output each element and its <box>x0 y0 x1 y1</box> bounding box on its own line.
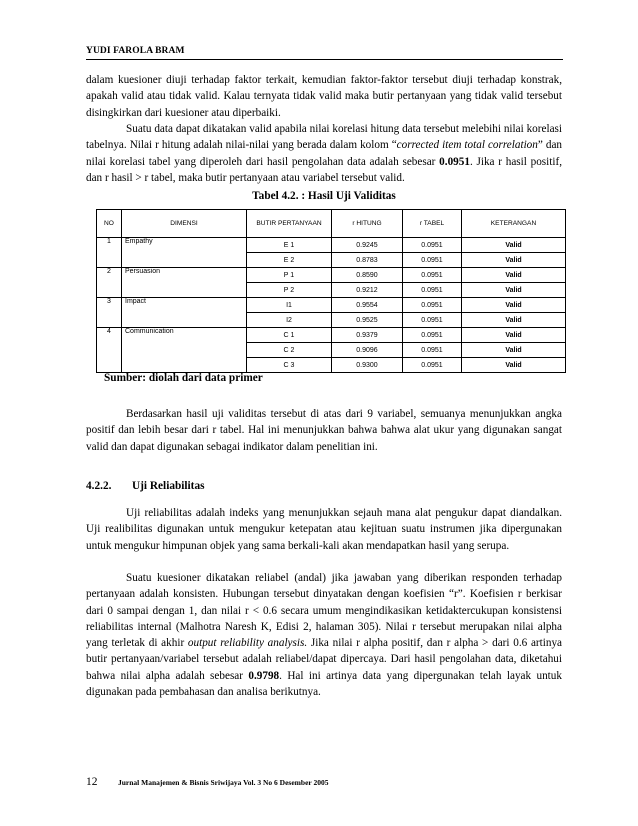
cell-butir: E 1 <box>247 238 332 253</box>
cell-butir: E 2 <box>247 253 332 268</box>
section-heading <box>86 480 205 492</box>
cell-keterangan: Valid <box>462 313 566 328</box>
cell-r-hitung: 0.9525 <box>332 313 403 328</box>
cell-r-tabel: 0.0951 <box>403 268 462 283</box>
col-no: NO <box>97 210 122 238</box>
cell-r-hitung: 0.9554 <box>332 298 403 313</box>
cell-no: 4 <box>97 328 122 373</box>
table-header-row <box>97 210 566 238</box>
cell-r-hitung: 0.9212 <box>332 283 403 298</box>
table-caption: Tabel 4.2. : Hasil Uji Validitas <box>252 190 396 202</box>
cell-r-tabel: 0.0951 <box>403 358 462 373</box>
header-rule <box>86 59 563 60</box>
validity-table <box>96 209 566 373</box>
table-row <box>97 238 566 253</box>
cell-r-hitung: 0.9245 <box>332 238 403 253</box>
cell-r-tabel: 0.0951 <box>403 328 462 343</box>
cell-butir: I2 <box>247 313 332 328</box>
cell-no: 3 <box>97 298 122 328</box>
cell-no: 2 <box>97 268 122 298</box>
cell-butir: P 1 <box>247 268 332 283</box>
cell-butir: P 2 <box>247 283 332 298</box>
cell-r-tabel: 0.0951 <box>403 283 462 298</box>
section-number: 4.2.2. <box>86 480 112 492</box>
cell-r-tabel: 0.0951 <box>403 238 462 253</box>
col-keterangan: KETERANGAN <box>462 210 566 238</box>
page-footer <box>86 776 329 788</box>
cell-r-tabel: 0.0951 <box>403 343 462 358</box>
cell-r-hitung: 0.8590 <box>332 268 403 283</box>
page-number: 12 <box>86 776 98 788</box>
section-title: Uji Reliabilitas <box>132 480 205 492</box>
table-row <box>97 298 566 313</box>
cell-butir: C 2 <box>247 343 332 358</box>
cell-dimensi: Impact <box>122 298 247 328</box>
cell-butir: C 3 <box>247 358 332 373</box>
cell-r-hitung: 0.8783 <box>332 253 403 268</box>
cell-r-hitung: 0.9379 <box>332 328 403 343</box>
cell-r-tabel: 0.0951 <box>403 298 462 313</box>
cell-butir: C 1 <box>247 328 332 343</box>
cell-no: 1 <box>97 238 122 268</box>
paragraph-1: dalam kuesioner diuji terhadap faktor terkait, kemudian faktor-faktor tersebut diuji terhadap konstrak, apakah valid atau tidak valid. Kalau ternyata tidak valid maka butir pertanyaan yang tidak valid tersebut disingkirkan dari kuesioner atau diperbaiki. <box>86 74 562 119</box>
cell-keterangan: Valid <box>462 298 566 313</box>
table-row <box>97 268 566 283</box>
cell-keterangan: Valid <box>462 328 566 343</box>
cell-r-hitung: 0.9096 <box>332 343 403 358</box>
paragraph-5: Suatu kuesioner dikatakan reliabel (andal) jika jawaban yang diberikan responden terhadap pertanyaan adalah konsisten. Hubungan tersebut dinyatakan dengan koefisien “r”. Koefisien r berkisar dari 0 sampai dengan 1, dan nilai r < 0.6 secara umum mengindikasikan ketidaktercukupan konsistensi reliabilitas internal (Malhotra Naresh K, Edisi 2, halaman 305). Nilai r tersebut merupakan nilai alpha yang terletak di akhir output reliability analysis. Jika nilai r alpha positif, dan r alpha > dari 0.6 artinya butir pertanyaan/variabel tersebut adalah reliabel/dapat dipercaya. Dari hasil pengolahan data, diketahui bahwa nilai alpha adalah sebesar 0.9798. Hal ini artinya data yang dipergunakan telah layak untuk digunakan pada pembahasan dan analisa berikutnya. <box>86 572 562 699</box>
col-dimensi: DIMENSI <box>122 210 247 238</box>
cell-keterangan: Valid <box>462 238 566 253</box>
cell-r-hitung: 0.9300 <box>332 358 403 373</box>
running-header: YUDI FAROLA BRAM <box>86 46 185 56</box>
cell-keterangan: Valid <box>462 268 566 283</box>
cell-keterangan: Valid <box>462 283 566 298</box>
paragraph-4: Uji reliabilitas adalah indeks yang menunjukkan sejauh mana alat pengukur dapat diandalkan. Uji realibilitas digunakan untuk mengukur ketepatan atau kejituan suatu instrumen jika dipergunakan untuk mengukur himpunan objek yang sama berkali-kali akan mendapatkan hasil yang serupa. <box>86 507 562 552</box>
table-row <box>97 328 566 343</box>
cell-keterangan: Valid <box>462 343 566 358</box>
paragraph-2: Suatu data dapat dikatakan valid apabila nilai korelasi hitung data tersebut melebihi nilai korelasi tabelnya. Nilai r hitung adalah nilai-nilai yang berada dalam kolom “corrected item total correlation” dan nilai korelasi tabel yang diperoleh dari hasil pengolahan data adalah sebesar 0.0951. Jika r hasil positif, dan r hasil > r tabel, maka butir pertanyaan atau variabel tersebut valid. <box>86 123 563 184</box>
cell-keterangan: Valid <box>462 358 566 373</box>
col-r-hitung: r HITUNG <box>332 210 403 238</box>
col-butir: BUTIR PERTANYAAN <box>247 210 332 238</box>
cell-dimensi: Empathy <box>122 238 247 268</box>
cell-r-tabel: 0.0951 <box>403 313 462 328</box>
cell-keterangan: Valid <box>462 253 566 268</box>
cell-r-tabel: 0.0951 <box>403 253 462 268</box>
paragraph-3: Berdasarkan hasil uji validitas tersebut di atas dari 9 variabel, semuanya menunjukkan angka positif dan lebih besar dari r tabel. Hal ini menunjukkan bahwa bahwa alat ukur yang digunakan sangat valid dan dapat digunakan sebagai indikator dalam penelitian ini. <box>86 408 562 453</box>
journal-name: Jurnal Manajemen & Bisnis Sriwijaya Vol. 3 No 6 Desember 2005 <box>118 778 329 787</box>
table-source: Sumber: diolah dari data primer <box>104 372 263 384</box>
cell-dimensi: Communication <box>122 328 247 373</box>
cell-dimensi: Persuasion <box>122 268 247 298</box>
cell-butir: I1 <box>247 298 332 313</box>
col-r-tabel: r TABEL <box>403 210 462 238</box>
